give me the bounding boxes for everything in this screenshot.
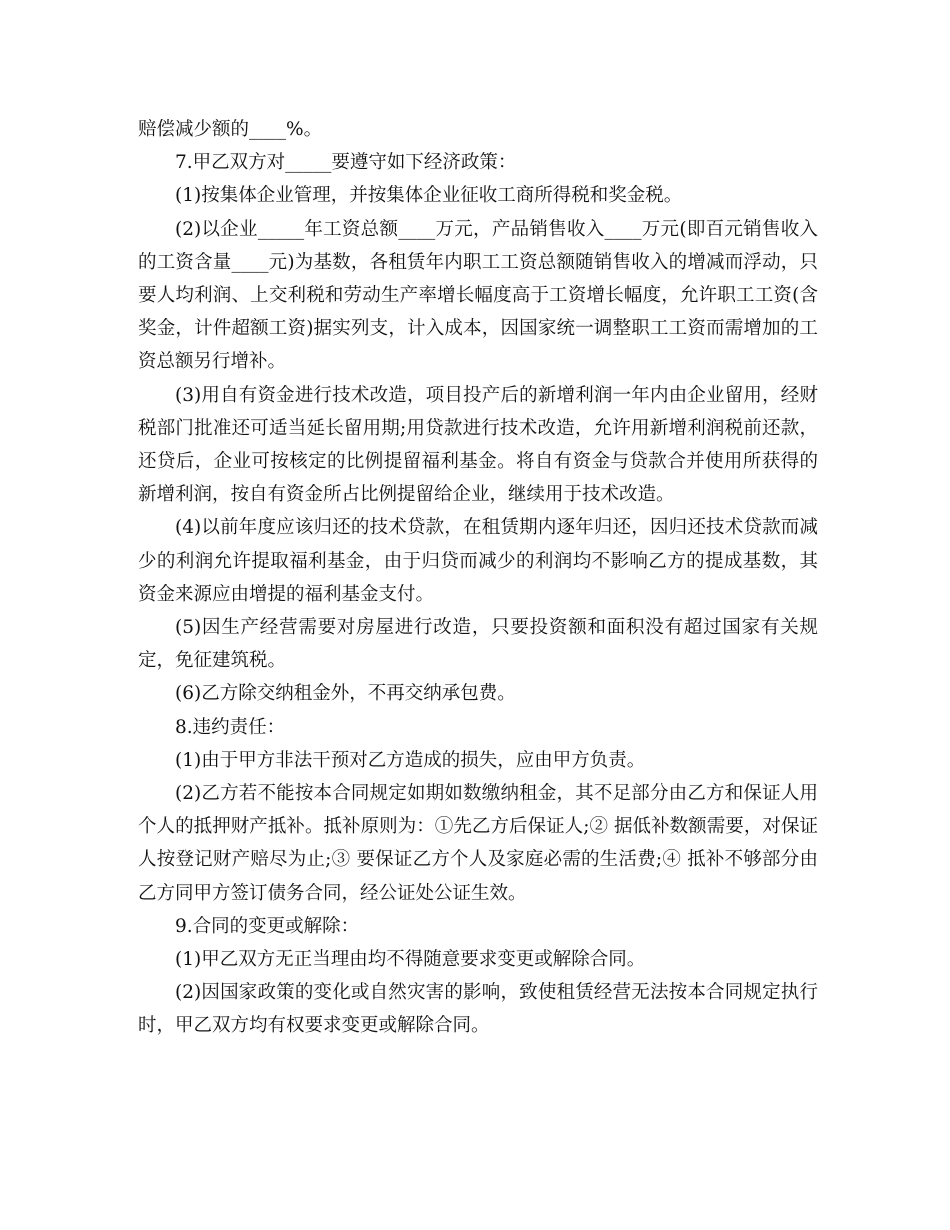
document-body [138,113,818,1043]
clause-8-item-1: (1)由于甲方非法干预对乙方造成的损失，应由甲方负责。 [175,749,646,771]
clause-7-heading: 7.甲乙双方对_____要遵守如下经济政策： [175,152,517,174]
clause-9-heading: 9.合同的变更或解除： [175,915,360,937]
clause-9-item-1: (1)甲乙双方无正当理由均不得随意要求变更或解除合同。 [175,949,646,971]
clause-8-heading: 8.违约责任： [175,716,286,738]
clause-7-item-3: (3)用自有资金进行技术改造，项目投产后的新增利润一年内由企业留用，经财税部门批准还可适当延长留用期;用贷款进行技术改造，允许用新增利润税前还款，还贷后，企业可按核定的比例提留福利基金。将自有资金与贷款合并使用所获得的新增利润，按自有资金所占比例提留给企业，继续用于技术改造。 [138,384,818,506]
paragraph-continuation: 赔偿减少额的____%。 [138,119,323,140]
clause-7-item-4: (4)以前年度应该归还的技术贷款，在租赁期内逐年归还，因归还技术贷款而减少的利润允许提取福利基金，由于归贷而减少的利润均不影响乙方的提成基数，其资金来源应由增提的福利基金支付。 [138,517,818,605]
clause-8-item-2: (2)乙方若不能按本合同规定如期如数缴纳租金，其不足部分由乙方和保证人用个人的抵押财产抵补。抵补原则为：①先乙方后保证人;② 据低补数额需要，对保证人按登记财产赔尽为止;③ 要保证乙方个人及家庭必需的生活费;④ 抵补不够部分由乙方同甲方签订债务合同，经公证处公证生效。 [138,783,818,904]
clause-7-item-5: (5)因生产经营需要对房屋进行改造，只要投资额和面积没有超过国家有关规定，免征建筑税。 [138,617,818,672]
clause-7-item-1: (1)按集体企业管理，并按集体企业征收工商所得税和奖金税。 [175,185,683,207]
clause-7-item-2: (2)以企业_____年工资总额____万元，产品销售收入____万元(即百元销售收入的工资含量____元)为基数，各租赁年内职工工资总额随销售收入的增减而浮动，只要人均利润、上交利税和劳动生产率增长幅度高于工资增长幅度，允许职工工资(含奖金，计件超额工资)据实列支，计入成本，因国家统一调整职工工资而需增加的工资总额另行增补。 [138,218,818,373]
clause-9-item-2: (2)因国家政策的变化或自然灾害的影响，致使租赁经营无法按本合同规定执行时，甲乙双方均有权要求变更或解除合同。 [138,982,818,1037]
clause-7-item-6: (6)乙方除交纳租金外，不再交纳承包费。 [175,683,516,705]
